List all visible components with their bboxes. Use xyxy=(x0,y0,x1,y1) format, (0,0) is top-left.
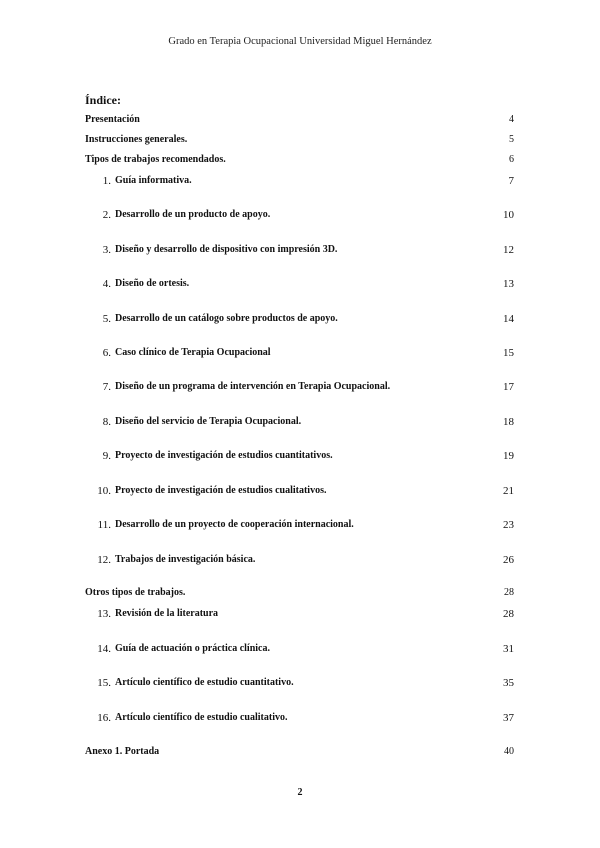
index-title: Índice: xyxy=(85,93,121,107)
toc-entry[interactable] xyxy=(0,606,600,622)
toc-entry[interactable] xyxy=(0,414,600,430)
toc-entry[interactable] xyxy=(0,276,600,292)
toc-entry-label: Desarrollo de un proyecto de cooperación internacional. xyxy=(115,519,354,530)
toc-entry-page: 18 xyxy=(503,416,514,428)
toc-entry-page: 19 xyxy=(503,450,514,462)
toc-entry-number: 16. xyxy=(97,712,111,724)
toc-entry[interactable] xyxy=(0,152,600,168)
toc-entry-label: Artículo científico de estudio cualitativo. xyxy=(115,712,288,723)
toc-entry-label: Tipos de trabajos recomendados. xyxy=(85,154,226,165)
toc-entry-label: Anexo 1. Portada xyxy=(85,746,160,757)
toc-entry-number: 13. xyxy=(97,608,111,620)
toc-entry-page: 10 xyxy=(503,209,514,221)
toc-entry-page: 5 xyxy=(509,134,514,145)
toc-entry[interactable] xyxy=(0,483,600,499)
toc-entry-label: Guía de actuación o práctica clínica. xyxy=(115,643,270,654)
toc-entry-label: Desarrollo de un catálogo sobre productos de apoyo. xyxy=(115,313,338,324)
toc-entry[interactable] xyxy=(0,242,600,258)
toc-entry-page: 17 xyxy=(503,381,514,393)
toc-entry-label: Guía informativa. xyxy=(115,175,192,186)
toc-entry-page: 15 xyxy=(503,347,514,359)
toc-entry-number: 15. xyxy=(97,677,111,689)
toc-entry-number: 6. xyxy=(102,347,111,359)
page-number: 2 xyxy=(297,787,303,798)
toc-entry-page: 26 xyxy=(503,554,514,566)
toc-entry[interactable] xyxy=(0,744,600,760)
toc-entry-page: 28 xyxy=(503,608,514,620)
toc-entry[interactable] xyxy=(0,710,600,726)
toc-entry-number: 9. xyxy=(102,450,111,462)
toc-entry-number: 10. xyxy=(97,485,111,497)
page-header: Grado en Terapia Ocupacional Universidad Miguel Hernández xyxy=(168,36,432,47)
toc-entry-label: Diseño de un programa de intervención en Terapia Ocupacional. xyxy=(115,381,391,392)
toc-entry-number: 5. xyxy=(102,313,111,325)
toc-entry-number: 4. xyxy=(102,278,111,290)
toc-entry-label: Instrucciones generales. xyxy=(85,134,188,145)
toc-entry-label: Diseño del servicio de Terapia Ocupacional. xyxy=(115,416,302,427)
toc-entry-page: 7 xyxy=(508,175,514,187)
toc-entry-page: 21 xyxy=(503,485,514,497)
toc-entry-number: 1. xyxy=(102,175,111,187)
toc-entry[interactable] xyxy=(0,379,600,395)
toc-entry-number: 8. xyxy=(102,416,111,428)
toc-entry-page: 4 xyxy=(509,114,514,125)
toc-entry-page: 23 xyxy=(503,519,514,531)
toc-entry-label: Artículo científico de estudio cuantitativo. xyxy=(115,677,294,688)
toc-entry-number: 3. xyxy=(102,244,111,256)
toc-entry[interactable] xyxy=(0,132,600,148)
toc-entry-label: Diseño de ortesis. xyxy=(115,278,190,289)
toc-entry-label: Trabajos de investigación básica. xyxy=(115,554,256,565)
toc-entry-number: 14. xyxy=(97,643,111,655)
toc-entry[interactable] xyxy=(0,517,600,533)
toc-entry[interactable] xyxy=(0,552,600,568)
toc-entry-page: 40 xyxy=(504,746,514,757)
toc-entry[interactable] xyxy=(0,641,600,657)
toc-entry-page: 35 xyxy=(503,677,514,689)
toc-entry-label: Caso clínico de Terapia Ocupacional xyxy=(115,347,271,358)
toc-entry-number: 7. xyxy=(102,381,111,393)
toc-entry-page: 37 xyxy=(503,712,514,724)
toc-entry[interactable] xyxy=(0,311,600,327)
toc-entry[interactable] xyxy=(0,585,600,601)
toc-entry-page: 6 xyxy=(509,154,514,165)
toc-entry-page: 28 xyxy=(504,587,514,598)
toc-entry[interactable] xyxy=(0,675,600,691)
toc-entry-number: 11. xyxy=(97,519,111,531)
toc-entry[interactable] xyxy=(0,207,600,223)
toc-entry-page: 13 xyxy=(503,278,514,290)
toc-entry-label: Otros tipos de trabajos. xyxy=(85,587,186,598)
toc-entry[interactable] xyxy=(0,345,600,361)
toc-entry-label: Proyecto de investigación de estudios cuantitativos. xyxy=(115,450,333,461)
toc-entry-page: 12 xyxy=(503,244,514,256)
toc-entry-label: Revisión de la literatura xyxy=(115,608,219,619)
toc-entry[interactable] xyxy=(0,112,600,128)
toc-entry-label: Presentación xyxy=(85,114,140,125)
toc-entry-number: 12. xyxy=(97,554,111,566)
toc-entry-page: 31 xyxy=(503,643,514,655)
toc-entry-label: Desarrollo de un producto de apoyo. xyxy=(115,209,271,220)
toc-entry[interactable] xyxy=(0,173,600,189)
toc-entry[interactable] xyxy=(0,448,600,464)
toc-entry-label: Diseño y desarrollo de dispositivo con impresión 3D. xyxy=(115,244,338,255)
toc-entry-number: 2. xyxy=(102,209,111,221)
toc-entry-label: Proyecto de investigación de estudios cualitativos. xyxy=(115,485,327,496)
toc-entry-page: 14 xyxy=(503,313,514,325)
